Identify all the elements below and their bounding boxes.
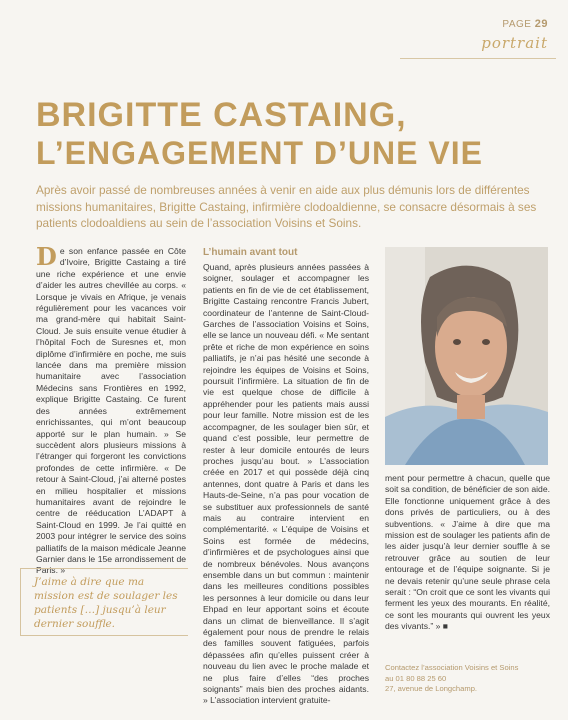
- contact-line-1: Contactez l’association Voisins et Soins: [385, 663, 519, 672]
- article-title-line2: L’ENGAGEMENT D’UNE VIE: [36, 135, 483, 171]
- header-rule: [400, 58, 556, 59]
- contact-phone: au 01 80 88 25 60: [385, 673, 447, 683]
- section-label: portrait: [481, 34, 548, 52]
- portrait-illustration: [385, 247, 548, 465]
- page-number-value: 29: [534, 18, 548, 30]
- contact-info: [385, 663, 550, 695]
- column-2: [203, 246, 369, 707]
- article-title-line1: BRIGITTE CASTAING,: [36, 96, 407, 134]
- column-3-text: ment pour permettre à chacun, quelle que soit sa condition, de bénéficier de son aide. Elle fonctionne uniquement grâce à des dons privés de particuliers, ou à des subventions. « J’aime à dire que ma mission est de soulager les patients afin de les aider jusqu’à leur dernier souffle à se retrouver grâce au soutien de leur entourage et de l’équipe soignante. Si je ne devais retenir qu’une seule phrase cela serait : “On croit que ce sont les vivants qui ferment les yeux des mourants. En réalité, ce sont les mourants qui ouvrent les yeux des vivants.” » ■: [385, 473, 550, 632]
- drop-cap: D: [36, 242, 57, 271]
- subheading: L’humain avant tout: [203, 247, 298, 258]
- portrait-photo: [385, 247, 548, 465]
- column-1: [36, 242, 186, 577]
- column-2-text: Quand, après plusieurs années passées à soigner, soulager et accompagner les patients en fin de vie de cet établissement, Brigitte Castaing rencontre Francis Jubert, coordinateur de l’antenne de Saint-Cloud-Garches de l’association Voisins et Soins, elle se lance un nouveau défi. « Me sentant prête et riche de mon expérience en soins palliatifs, je n’ai pas hésité une seconde à rejoindre les équipes de Voisins et Soins, poursuit l’infirmière. La situation de fin de vie est quelque chose de difficile à appréhender pour les patients mais aussi pour leur famille. Notre mission est de les accompagner, de les soulager bien sûr, et quand c’est possible, leur permettre de rester à leur domicile entourés de leurs proches jusqu’au bout. » L’association créée en 2017 et qui possède déjà cinq antennes, dont quatre à Paris et dans les Hauts-de-Seine, n’a pas pour vocation de se substituer aux professionnels de santé mais au contraire intervient en complémentarité. « L’équipe de Voisins et Soins est formée de médecins, d’infirmières et de psychologues ainsi que de nombreux bénévoles. Nous avançons ensemble dans un but commun : maintenir dans les meilleures conditions possibles les personnes à leur domicile ou dans leur Ehpad en leur apportant soins et écoute dans un climat de bienveillance. Il s’agit également pour nous de prendre le relais des familles souvent fatiguées, parfois dépassées afin qu’elles puissent créer à nouveau du lien avec le proche malade et ne plus faire d’elles “des proches soignants” mais bien des proches aidants. » L’association intervient gratuite-: [203, 262, 369, 706]
- article-intro: Après avoir passé de nombreuses années à venir en aide aux plus démunis lors de différentes missions humanitaires, Brigitte Castaing, infirmière clodoaldienne, se consacre désormais à ses patients clodoaldiens au sein de l’association Voisins et Soins.: [36, 183, 537, 230]
- column-3: [385, 473, 550, 633]
- page-number: [502, 18, 548, 30]
- pull-quote: [20, 568, 188, 636]
- column-1-text: e son enfance passée en Côte d’Ivoire, Brigitte Castaing a tiré une riche expérience et une envie d’aider les autres chevillée au corps. « Lorsque je vivais en Afrique, je venais régulièrement pour les vacances voir ma grand-mère qui habitait Saint-Cloud. Je suis ensuite venue étudier à l’hôpital Foch de Suresnes et, mon diplôme d’infirmière en poche, me suis lancée dans ma première mission humanitaire avec l’association Médecins sans Frontières en 1992, explique Brigitte Castaing. Ce furent des années extrêmement enrichissantes, qui m’ont beaucoup apporté sur le plan humain. » Se succèdent alors plusieurs missions à l’étranger qui forgeront les convictions profondes de cette infirmière. « De retour à Saint-Cloud, j’ai alterné postes en milieu hospitalier et missions humanitaires avant de rejoindre le centre de rééducation L’ADAPT à Saint-Cloud en 1999. Je l’ai quitté en 2003 pour intégrer le service des soins palliatifs de la maison médicale Jeanne Garnier dans le 15e arrondissement de Paris. »: [36, 246, 186, 576]
- page-label: PAGE: [502, 19, 532, 30]
- contact-address: 27, avenue de Longchamp.: [385, 684, 478, 693]
- pull-quote-text: J’aime à dire que ma mission est de soulager les patients […] jusqu’à leur dernier souffle.: [34, 576, 178, 630]
